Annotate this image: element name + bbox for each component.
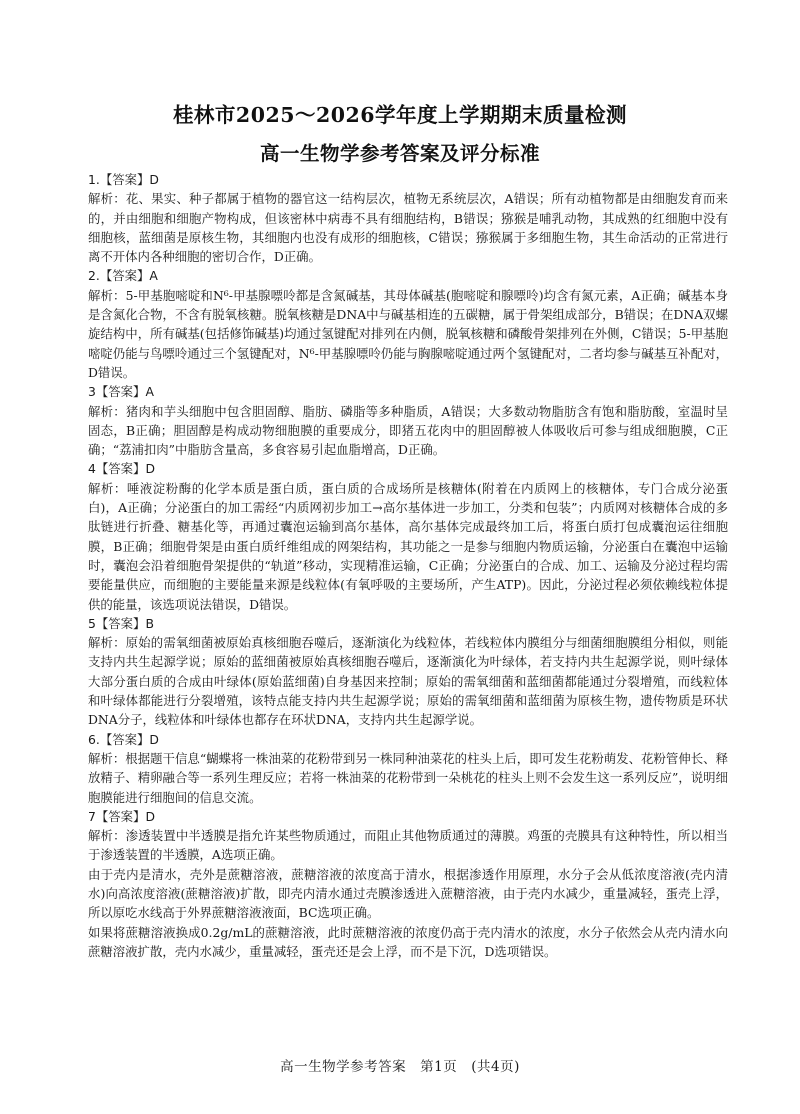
- document-subtitle: 高一生物学参考答案及评分标准: [259, 142, 540, 165]
- answer-label: 3【答案】A: [88, 384, 154, 400]
- answer-label: 5【答案】B: [88, 615, 154, 631]
- answer-label: 7【答案】D: [88, 808, 155, 824]
- explanation-paragraph: 解析：根据题干信息“蝴蝶将一株油菜的花粉带到另一株同种油菜花的柱头上后，即可发生花粉萌发、花粉管伸长、释放精子、精卵融合等一系列生理反应；若将一株油菜的花粉带到一朵桃花的柱头上则不会发生这一系列反应”，说明细胞膜能进行细胞间的信息交流。: [88, 750, 728, 805]
- question-block: [88, 730, 728, 807]
- answer-body: [88, 170, 728, 961]
- answer-label: 1.【答案】D: [88, 172, 159, 187]
- explanation-paragraph: 解析：花、果实、种子都属于植物的器官这一结构层次，植物无系统层次，A错误；所有动植物都是由细胞发育而来的，并由细胞和细胞产物构成，但该密林中病毒不具有细胞结构，B错误；猕猴是哺乳动物，其成熟的红细胞中没有细胞核，蓝细菌是原核生物，其细胞内也没有成形的细胞核，C错误；猕猴属于多细胞生物，其生命活动的正常进行离不开体内各种细胞的密切合作，D正确。: [88, 191, 728, 265]
- page-footer: 高一生物学参考答案 第1页 (共4页): [280, 1059, 520, 1075]
- explanation-paragraph: 解析：唾液淀粉酶的化学本质是蛋白质，蛋白质的合成场所是核糖体(附着在内质网上的核糖体，专门合成分泌蛋白)，A正确；分泌蛋白的加工需经“内质网初步加工→高尔基体进一步加工，分类和包装”；内质网对核糖体合成的多肽链进行折叠、糖基化等，再通过囊泡运输到高尔基体，高尔基体完成最终加工后，将蛋白质打包成囊泡运往细胞膜，B正确；细胞骨架是由蛋白质纤维组成的网架结构，其功能之一是参与细胞内物质运输，分泌蛋白在囊泡中运输时，囊泡会沿着细胞骨架提供的“轨道”移动，实现精准运输，C正确；分泌蛋白的合成、加工、运输及分泌过程均需要能量供应，而细胞的主要能量来源是线粒体(有氧呼吸的主要场所，产生ATP)。因此，分泌过程必须依赖线粒体提供的能量，该选项说法错误，D错误。: [88, 480, 728, 612]
- explanation-paragraph: 解析：渗透装置中半透膜是指允许某些物质通过，而阻止其他物质通过的薄膜。鸡蛋的壳膜具有这种特性，所以相当于渗透装置的半透膜，A选项正确。: [88, 828, 728, 863]
- explanation-paragraph: 解析：猪肉和芋头细胞中包含胆固醇、脂肪、磷脂等多种脂质，A错误；大多数动物脂肪含有饱和脂肪酸，室温时呈固态，B正确；胆固醇是构成动物细胞膜的重要成分，即猪五花肉中的胆固醇被人体吸收后可参与组成细胞膜，C正确；“荔浦扣肉”中脂肪含量高，多食容易引起血脂增高，D正确。: [88, 403, 728, 458]
- explanation-paragraph: 如果将蔗糖溶液换成0.2g/mL的蔗糖溶液，此时蔗糖溶液的浓度仍高于壳内清水的浓度，水分子依然会从壳内清水向蔗糖溶液扩散，壳内水减少，重量减轻，蛋壳还是会上浮，而不是下沉，D选项错误。: [88, 924, 728, 959]
- question-block: [88, 382, 728, 459]
- explanation-paragraph: 解析：5-甲基胞嘧啶和N⁶-甲基腺嘌呤都是含氮碱基，其母体碱基(胞嘧啶和腺嘌呤)均含有氮元素，A正确；碱基本身是含氮化合物，不含有脱氧核糖。脱氧核糖是DNA中与碱基相连的五碳糖，属于骨架组成部分，B错误；在DNA双螺旋结构中，所有碱基(包括修饰碱基)均通过氢键配对排列在内侧，脱氧核糖和磷酸骨架排列在外侧，C错误；5-甲基胞嘧啶仍能与鸟嘌呤通过三个氢键配对，N⁶-甲基腺嘌呤仍能与胸腺嘧啶通过两个氢键配对，二者均参与碱基互补配对，D错误。: [88, 287, 728, 380]
- answer-label: 2.【答案】A: [88, 268, 158, 284]
- document-title: 桂林市2025～2026学年度上学期期末质量检测: [172, 103, 628, 127]
- question-block: [88, 170, 728, 266]
- question-block: [88, 807, 728, 961]
- question-block: [88, 459, 728, 613]
- answer-label: 6.【答案】D: [88, 731, 159, 747]
- explanation-paragraph: 由于壳内是清水，壳外是蔗糖溶液，蔗糖溶液的浓度高于清水，根据渗透作用原理，水分子会从低浓度溶液(壳内清水)向高浓度溶液(蔗糖溶液)扩散，即壳内清水通过壳膜渗透进入蔗糖溶液，由于壳内水减少，重量减轻，蛋壳上浮，所以原吃水线高于外界蔗糖溶液液面，BC选项正确。: [88, 866, 728, 921]
- explanation-paragraph: 解析：原始的需氧细菌被原始真核细胞吞噬后，逐渐演化为线粒体，若线粒体内膜组分与细菌细胞膜组分相似，则能支持内共生起源学说；原始的蓝细菌被原始真核细胞吞噬后，逐渐演化为叶绿体，若支持内共生起源学说，则叶绿体大部分蛋白质的合成由叶绿体(原始蓝细菌)自身基因来控制；原始的需氧细菌和蓝细菌都能通过分裂增殖，而线粒体和叶绿体都能进行分裂增殖，该特点能支持内共生起源学说；原始的需氧细菌和蓝细菌为原核生物，遗传物质是环状DNA分子，线粒体和叶绿体也都存在环状DNA，支持内共生起源学说。: [88, 635, 728, 728]
- answer-label: 4【答案】D: [88, 461, 155, 477]
- question-block: [88, 614, 728, 730]
- question-block: [88, 266, 728, 382]
